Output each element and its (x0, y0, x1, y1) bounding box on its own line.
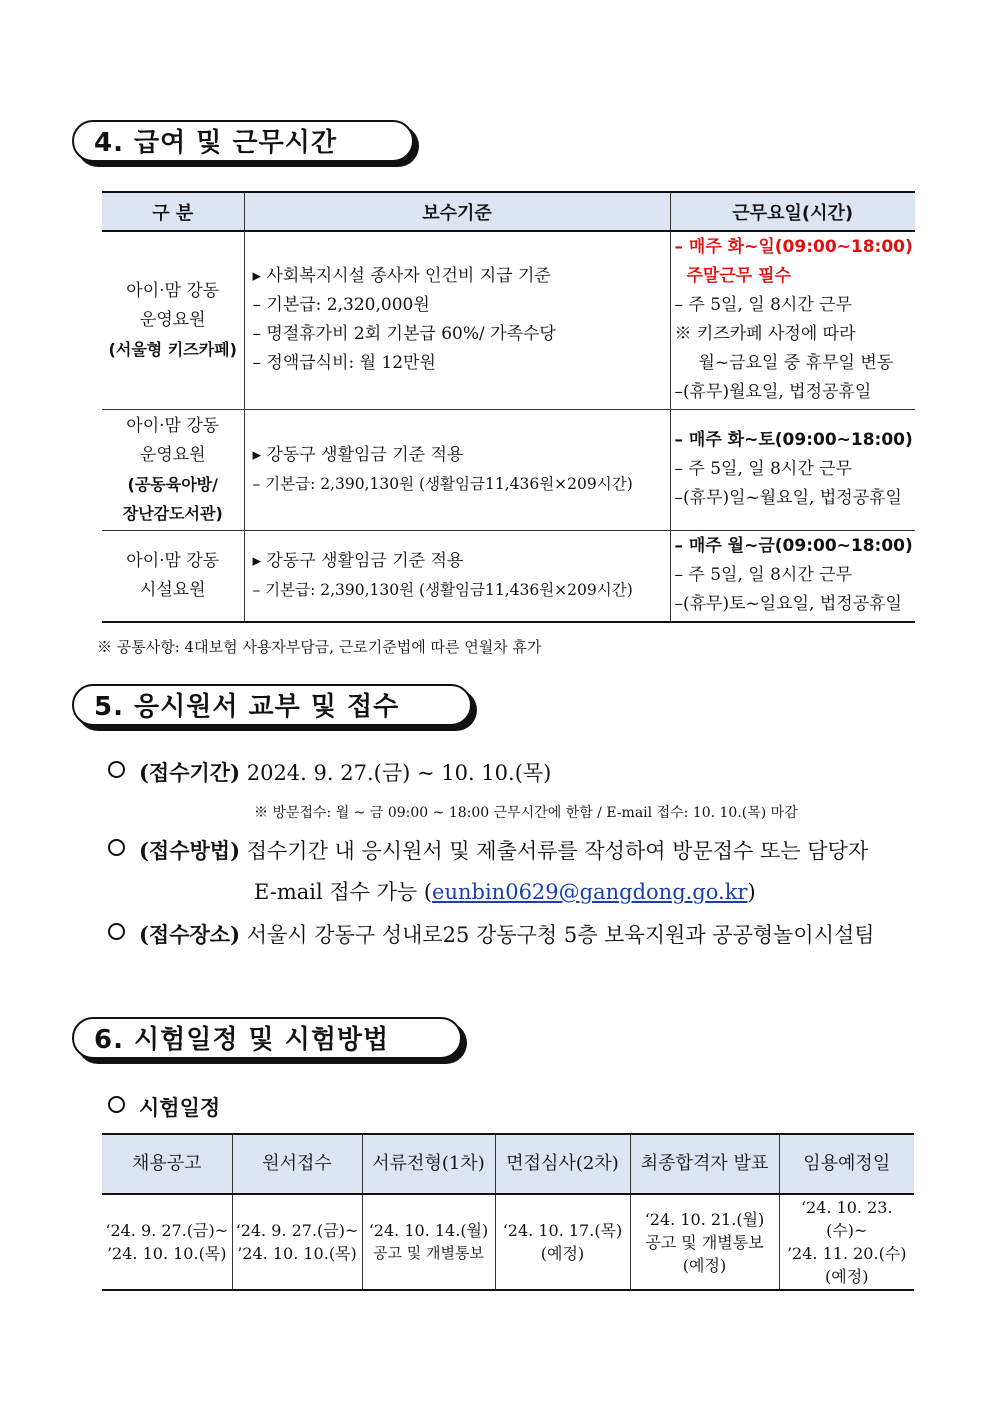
standard-line: – 기본급: 2,390,130원 (생활임금11,436원×209시간) (252, 474, 633, 493)
standard-line: – 명절휴가비 2회 기본급 60%/ 가족수당 (252, 324, 556, 345)
section-6-title: 6. 시험일정 및 시험방법 (72, 1017, 462, 1059)
category-line: 운영요원 (139, 309, 206, 330)
date-line: ‘24. 9. 27.(금)~ (105, 1221, 229, 1240)
salary-table-header (102, 192, 915, 231)
schedule-line: – 주 5일, 일 8시간 근무 (674, 459, 853, 479)
date-line: ‘24. 9. 27.(금)~ (235, 1221, 359, 1240)
place-value: 서울시 강동구 성내로25 강동구청 5층 보육지원과 공공형놀이시설팀 (246, 923, 875, 947)
date-line: (예정) (682, 1255, 727, 1275)
category-line: 아이·맘 강동 (126, 280, 220, 301)
schedule-date-cell (779, 1194, 914, 1290)
method-value2-suffix: ) (747, 880, 756, 904)
standard-line: ▸ 강동구 생활임금 기준 적용 (252, 444, 464, 465)
period-value: 2024. 9. 27.(금) ~ 10. 10.(목) (246, 761, 552, 785)
schedule-line: –(휴무)일~월요일, 법정공휴일 (674, 488, 902, 508)
place-item (108, 919, 875, 949)
schedule-date-cell (362, 1194, 495, 1290)
header-category: 구 분 (102, 192, 244, 231)
standard-cell (244, 231, 670, 409)
schedule-date-cell (495, 1194, 630, 1290)
header-application: 원서접수 (232, 1134, 362, 1194)
schedule-line: ※ 키즈카페 사정에 따라 (674, 324, 856, 345)
period-label: (접수기간) (139, 760, 241, 785)
section-4-title: 4. 급여 및 근무시간 (72, 120, 414, 162)
table-row (102, 530, 915, 622)
header-appointment: 임용예정일 (779, 1134, 914, 1194)
schedule-line: – 매주 화~일(09:00~18:00) (674, 237, 913, 258)
header-schedule: 근무요일(시간) (670, 192, 915, 231)
header-final-announcement: 최종합격자 발표 (630, 1134, 779, 1194)
category-line: (서울형 키즈카페) (108, 339, 237, 359)
schedule-cell (670, 530, 915, 622)
section-5-title: 5. 응시원서 교부 및 접수 (72, 684, 472, 726)
category-line: 아이·맘 강동 (126, 415, 220, 436)
header-document-screening: 서류전형(1차) (362, 1134, 495, 1194)
date-line: ’24. 10. 10.(목) (237, 1244, 357, 1263)
standard-line: ▸ 사회복지시설 종사자 인건비 지급 기준 (252, 266, 551, 287)
circle-bullet-icon (108, 923, 125, 940)
standard-cell (244, 409, 670, 530)
date-line: ’24. 11. 20.(수) (786, 1244, 907, 1263)
schedule-line: – 주 5일, 일 8시간 근무 (674, 565, 853, 586)
schedule-date-cell (630, 1194, 779, 1290)
date-line: (예정) (540, 1244, 585, 1263)
exam-schedule-table (102, 1133, 914, 1291)
category-cell (102, 409, 244, 530)
circle-bullet-icon (108, 839, 125, 856)
date-line: 공고 및 개별통보 (373, 1244, 484, 1262)
exam-table-header (102, 1134, 914, 1194)
schedule-line: 주말근무 필수 (686, 266, 791, 287)
period-note: ※ 방문접수: 월 ~ 금 09:00 ~ 18:00 근무시간에 한함 / E-mail 접수: 10. 10.(목) 마감 (254, 805, 798, 821)
standard-line: – 기본급: 2,320,000원 (252, 295, 430, 316)
exam-schedule-heading (108, 1092, 220, 1122)
circle-bullet-icon (108, 761, 125, 778)
method-item-line2 (254, 876, 756, 906)
category-line: 운영요원 (139, 444, 206, 465)
date-line: ‘24. 10. 23.(수)~ (800, 1198, 893, 1240)
table-row (102, 409, 915, 530)
schedule-line: – 주 5일, 일 8시간 근무 (674, 295, 853, 316)
table-row (102, 1194, 914, 1290)
schedule-cell (670, 231, 915, 409)
date-line: ’24. 10. 10.(목) (106, 1244, 227, 1263)
email-link[interactable]: eunbin0629@gangdong.go.kr (432, 880, 748, 904)
date-line: ‘24. 10. 14.(월) (368, 1221, 489, 1240)
category-line: 시설요원 (139, 579, 206, 600)
standard-line: – 기본급: 2,390,130원 (생활임금11,436원×209시간) (252, 580, 633, 599)
header-interview: 면접심사(2차) (495, 1134, 630, 1194)
schedule-cell (670, 409, 915, 530)
schedule-line: 월~금요일 중 휴무일 변동 (698, 353, 894, 374)
header-announcement: 채용공고 (102, 1134, 232, 1194)
method-item (108, 835, 868, 865)
standard-line: – 정액급식비: 월 12만원 (252, 353, 436, 374)
date-line: 공고 및 개별통보 (645, 1232, 764, 1252)
method-value2-prefix: E-mail 접수 가능 ( (254, 880, 433, 904)
method-value: 접수기간 내 응시원서 및 제출서류를 작성하여 방문접수 또는 담당자 (246, 839, 869, 863)
salary-table (102, 191, 915, 623)
date-line: (예정) (825, 1267, 869, 1286)
schedule-date-cell (232, 1194, 362, 1290)
schedule-line: –(휴무)토~일요일, 법정공휴일 (674, 594, 902, 615)
common-note: ※ 공통사항: 4대보험 사용자부담금, 근로기준법에 따른 연월차 휴가 (97, 638, 542, 656)
schedule-line: –(휴무)월요일, 법정공휴일 (674, 382, 872, 403)
category-cell (102, 530, 244, 622)
schedule-line: – 매주 월~금(09:00~18:00) (674, 536, 913, 557)
date-line: ‘24. 10. 21.(월) (644, 1209, 765, 1229)
date-line: ‘24. 10. 17.(목) (502, 1221, 623, 1240)
period-item (108, 757, 551, 787)
table-row (102, 231, 915, 409)
category-line: 장난감도서관) (122, 503, 223, 523)
standard-cell (244, 530, 670, 622)
sub-heading-label: 시험일정 (139, 1095, 221, 1120)
schedule-line: – 매주 화~토(09:00~18:00) (674, 430, 913, 450)
category-line: (공동육아방/ (127, 474, 218, 494)
standard-line: ▸ 강동구 생활임금 기준 적용 (252, 550, 464, 571)
category-cell (102, 231, 244, 409)
header-standard: 보수기준 (244, 192, 670, 231)
category-line: 아이·맘 강동 (126, 550, 220, 571)
schedule-date-cell (102, 1194, 232, 1290)
method-label: (접수방법) (139, 838, 241, 863)
place-label: (접수장소) (139, 922, 241, 947)
circle-bullet-icon (108, 1096, 125, 1113)
